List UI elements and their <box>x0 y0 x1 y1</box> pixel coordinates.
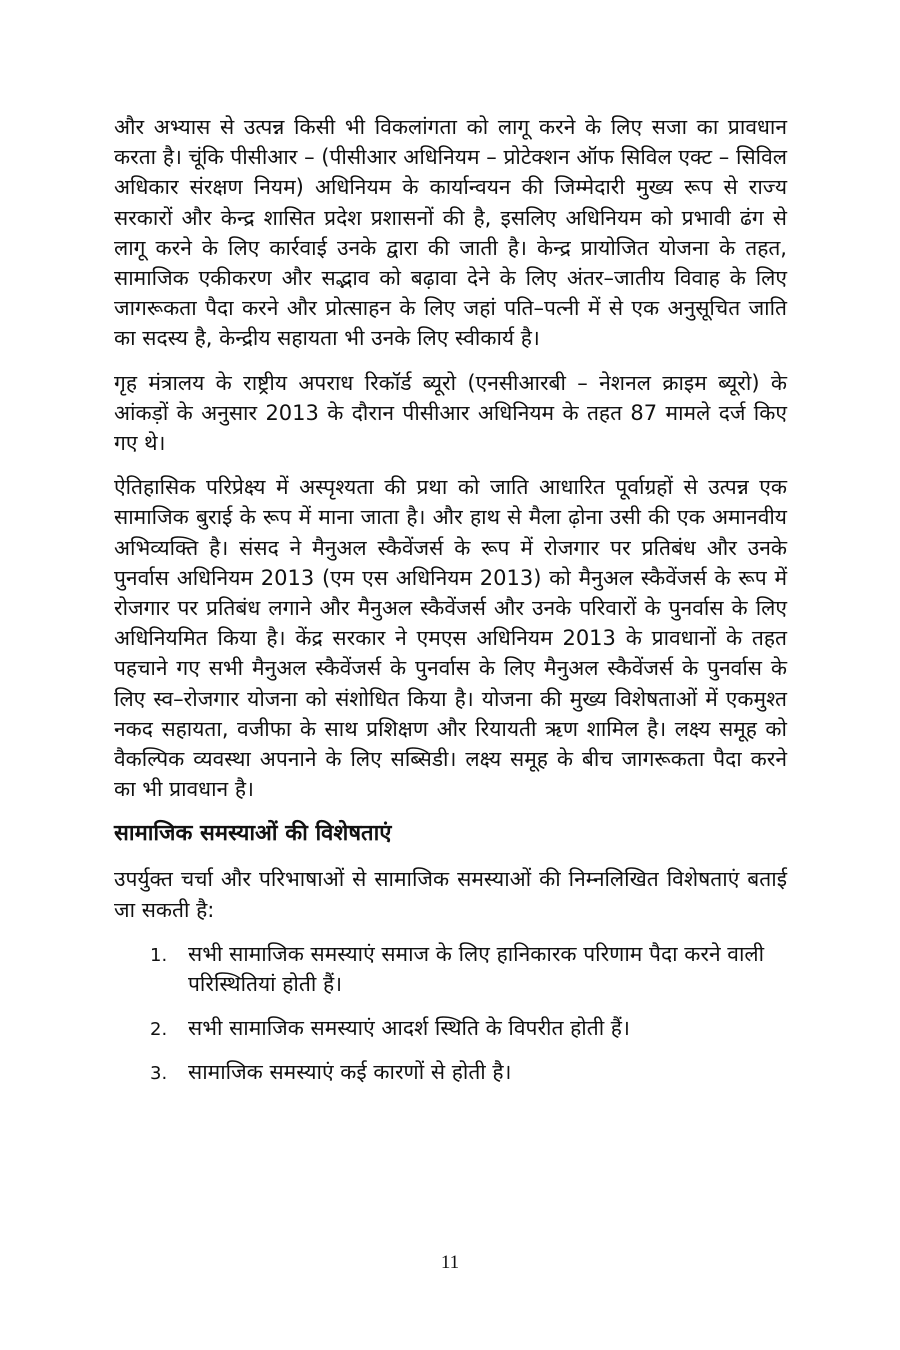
list-item-number: 3. <box>150 1063 168 1085</box>
list-item <box>114 939 787 999</box>
list-item <box>114 1013 787 1043</box>
paragraph-pcr-act: और अभ्यास से उत्पन्न किसी भी विकलांगता को लागू करने के लिए सजा का प्रावधान करता है। चूंकि पीसीआर – (पीसीआर अधिनियम – प्रोटेक्शन ऑफ सिविल एक्ट – सिविल अधिकार संरक्षण नियम) अधिनियम के कार्यान्वयन की जिम्मेदारी मुख्य रूप से राज्य सरकारों और केन्द्र शासित प्रदेश प्रशासनों की है, इसलिए अधिनियम को प्रभावी ढंग से लागू करने के लिए कार्रवाई उनके द्वारा की जाती है। केन्द्र प्रायोजित योजना के तहत, सामाजिक एकीकरण और सद्भाव को बढ़ावा देने के लिए अंतर–जातीय विवाह के लिए जागरूकता पैदा करने और प्रोत्साहन के लिए जहां पति–पत्नी में से एक अनुसूचित जाति का सदस्य है, केन्द्रीय सहायता भी उनके लिए स्वीकार्य है। <box>114 115 787 351</box>
paragraph-ncrb-data: गृह मंत्रालय के राष्ट्रीय अपराध रिकॉर्ड ब्यूरो (एनसीआरबी – नेशनल क्राइम ब्यूरो) के आंकड़ों के अनुसार 2013 के दौरान पीसीआर अधिनियम के तहत 87 मामले दर्ज किए गए थे। <box>114 370 787 456</box>
section-intro: उपर्युक्त चर्चा और परिभाषाओं से सामाजिक समस्याओं की निम्नलिखित विशेषताएं बताई जा सकती है: <box>114 867 787 922</box>
characteristics-list <box>114 939 787 1088</box>
page-number: 11 <box>440 1252 460 1273</box>
list-item-number: 1. <box>150 944 168 966</box>
list-item-number: 2. <box>150 1019 168 1041</box>
paragraph-manual-scavengers: ऐतिहासिक परिप्रेक्ष्य में अस्पृश्यता की प्रथा को जाति आधारित पूर्वाग्रहों से उत्पन्न एक सामाजिक बुराई के रूप में माना जाता है। और हाथ से मैला ढ़ोना उसी की एक अमानवीय अभिव्यक्ति है। संसद ने मैनुअल स्कैवेंजर्स के रूप में रोजगार पर प्रतिबंध और उनके पुनर्वास अधिनियम 2013 (एम एस अधिनियम 2013) को मैनुअल स्कैवेंजर्स के रूप में रोजगार पर प्रतिबंध लगाने और मैनुअल स्कैवेंजर्स और उनके परिवारों के पुनर्वास के लिए अधिनियमित किया है। केंद्र सरकार ने एमएस अधिनियम 2013 के प्रावधानों के तहत पहचाने गए सभी मैनुअल स्कैवेंजर्स के पुनर्वास के लिए मैनुअल स्कैवेंजर्स के पुनर्वास के लिए स्व–रोजगार योजना को संशोधित किया है। योजना की मुख्य विशेषताओं में एकमुश्त नकद सहायता, वजीफा के साथ प्रशिक्षण और रियायती ऋण शामिल है। लक्ष्य समूह को वैकल्पिक व्यवस्था अपनाने के लिए सब्सिडी। लक्ष्य समूह के बीच जागरूकता पैदा करने का भी प्रावधान है। <box>114 475 787 802</box>
page-content <box>114 112 787 1102</box>
section-heading: सामाजिक समस्याओं की विशेषताएं <box>114 821 392 847</box>
list-item-text: सामाजिक समस्याएं कई कारणों से होती है। <box>188 1060 512 1085</box>
list-item <box>114 1057 787 1087</box>
list-item-text: सभी सामाजिक समस्याएं समाज के लिए हानिकारक परिणाम पैदा करने वाली परिस्थितियां होती हैं। <box>188 941 765 997</box>
list-item-text: सभी सामाजिक समस्याएं आदर्श स्थिति के विपरीत होती हैं। <box>188 1016 630 1041</box>
